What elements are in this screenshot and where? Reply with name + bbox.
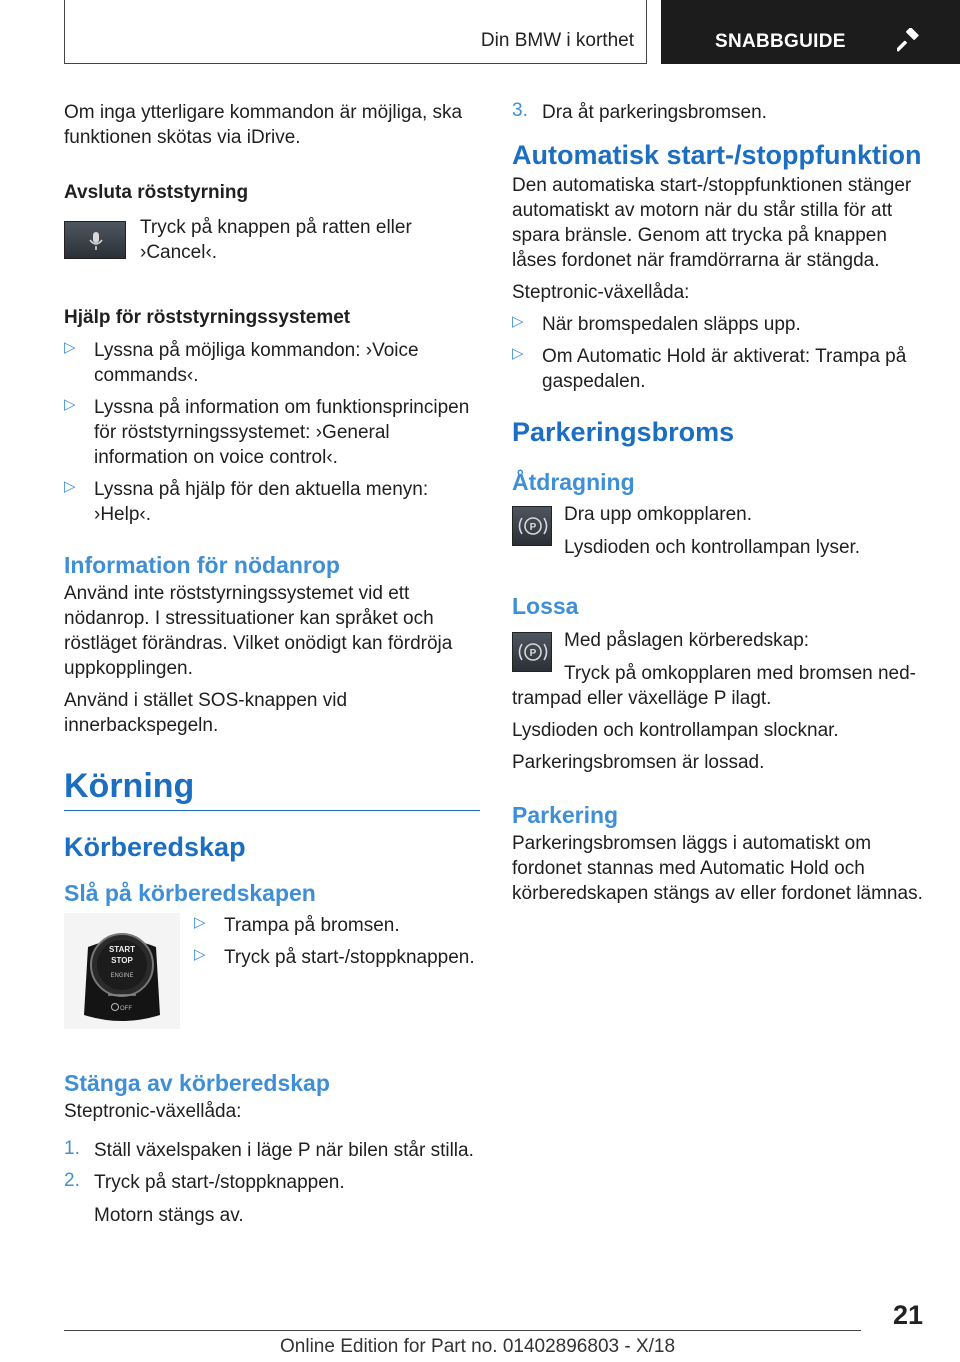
- parking-brake-heading: Parkeringsbroms: [512, 417, 735, 447]
- svg-text:P: P: [529, 522, 537, 533]
- ready-on-heading: Slå på körberedskapen: [64, 880, 316, 906]
- parking-heading: Parkering: [512, 802, 619, 828]
- ready-on-item: [194, 945, 514, 970]
- stop-label: STOP: [111, 956, 133, 965]
- end-voice-heading: Avsluta röststyrning: [64, 182, 249, 203]
- step-text: Tryck på start-/stoppknappen.: [94, 1172, 345, 1193]
- footer-edition: Online Edition for Part no. 01402896803 - X/18: [280, 1336, 676, 1357]
- ready-off-heading: Stänga av körberedskap: [64, 1070, 330, 1096]
- release-line: Parkeringsbromsen är lossad.: [512, 752, 765, 773]
- ready-heading: Körberedskap: [64, 832, 246, 862]
- apply-block: [512, 502, 924, 566]
- help-item-text: Lyssna på möjliga kommandon: ›Voice commands‹.: [94, 340, 419, 386]
- step-number: 1.: [64, 1138, 80, 1159]
- driving-heading: Körning: [64, 766, 480, 811]
- release-line-end: trampad eller växelläge P ilagt.: [512, 688, 772, 709]
- help-item-text: Lyssna på information om funktionsprincipen för röststyrningssystemet: ›General information on voice control‹.: [94, 397, 470, 468]
- ready-off-step: [512, 100, 924, 125]
- header-guide-tab: [661, 0, 960, 64]
- parking-brake-switch-image: [512, 506, 552, 546]
- auto-start-stop-heading: Automatisk start-/stoppfunktion: [512, 140, 922, 170]
- start-stop-button-image: [64, 913, 180, 1029]
- guide-label: SNABBGUIDE: [715, 31, 846, 52]
- start-stop-button-icon: [64, 913, 180, 1029]
- step-text: Ställ växelspaken i läge P när bilen står stilla.: [94, 1140, 474, 1161]
- voice-button-image: [64, 221, 126, 259]
- right-column: [512, 100, 924, 906]
- footer-rule: [64, 1330, 861, 1331]
- triangle-bullet-icon: ▷: [512, 345, 524, 362]
- triangle-bullet-icon: ▷: [64, 396, 76, 413]
- ready-off-step: [64, 1170, 480, 1195]
- left-column: [64, 100, 480, 1228]
- page-number: 21: [893, 1300, 924, 1330]
- start-label: START: [108, 945, 136, 954]
- ready-on-item: [194, 913, 514, 938]
- triangle-bullet-icon: ▷: [512, 313, 524, 330]
- triangle-bullet-icon: ▷: [64, 339, 76, 356]
- ready-off-step: [64, 1138, 480, 1163]
- steptronic-label: Steptronic-växellåda:: [64, 1101, 242, 1122]
- step-number: 2.: [64, 1170, 80, 1191]
- header-section-box: [64, 0, 647, 64]
- parking-brake-switch-image: [512, 632, 552, 672]
- release-block: [512, 628, 924, 686]
- triangle-bullet-icon: ▷: [194, 946, 206, 963]
- help-item-text: Lyssna på hjälp för den aktuella menyn: ›Help‹.: [94, 479, 429, 525]
- emergency-heading: Information för nödanrop: [64, 552, 340, 578]
- help-heading: Hjälp för röststyrningssystemet: [64, 307, 351, 328]
- help-item: [64, 477, 480, 527]
- engine-off-note: Motorn stängs av.: [94, 1205, 244, 1226]
- end-voice-text: Tryck på knappen på ratten eller ›Cancel‹.: [140, 217, 412, 263]
- auto-item-text: När bromspedalen släpps upp.: [542, 314, 801, 335]
- auto-item: [512, 312, 924, 337]
- auto-start-stop-paragraph: Den automatiska start-/stoppfunktionen stänger automatiskt av motorn när du står stilla för att spara bränsle. Genom att trycka på knappen låses fordonet när framdörrarna är stängda.: [512, 175, 912, 271]
- steptronic-label: Steptronic-växellåda:: [512, 282, 690, 303]
- step-text: Dra åt parkeringsbromsen.: [542, 102, 767, 123]
- svg-text:P: P: [529, 648, 537, 659]
- emergency-paragraph: Använd inte röststyrningssystemet vid ett nödanrop. I stressituationer kan språket och röstläget förändras. Vilket onödigt kan fördröja uppkopplingen.: [64, 583, 453, 679]
- triangle-bullet-icon: ▷: [194, 914, 206, 931]
- auto-item-text: Om Automatic Hold är aktiverat: Trampa på gaspedalen.: [542, 346, 907, 392]
- ready-on-block: [64, 913, 480, 1049]
- help-item: [64, 338, 480, 388]
- off-label: OFF: [120, 1006, 132, 1012]
- release-heading: Lossa: [512, 593, 579, 619]
- release-line: Med påslagen körberedskap:: [564, 630, 810, 651]
- intro-text: Om inga ytterligare kommandon är möjliga, ska funktionen skötas via iDrive.: [64, 102, 463, 148]
- parking-brake-icon: [513, 507, 553, 547]
- ready-on-item-text: Trampa på bromsen.: [224, 915, 400, 936]
- hammer-icon: [897, 28, 923, 54]
- apply-heading: Åtdragning: [512, 469, 635, 495]
- auto-item: [512, 344, 924, 394]
- header-section-title: Din BMW i korthet: [480, 30, 634, 51]
- engine-label: ENGINE: [110, 973, 134, 979]
- end-voice-block: [64, 215, 480, 277]
- ready-on-item-text: Tryck på start-/stoppknappen.: [224, 947, 475, 968]
- microphone-icon: [65, 222, 127, 260]
- triangle-bullet-icon: ▷: [64, 478, 76, 495]
- parking-brake-icon: [513, 633, 553, 673]
- step-number: 3.: [512, 100, 528, 121]
- release-line: Lysdioden och kontrollampan slocknar.: [512, 720, 839, 741]
- emergency-paragraph: Använd i stället SOS-knappen vid innerbackspegeln.: [64, 690, 348, 736]
- release-line-start: Tryck på omkopplaren med bromsen ned-: [564, 663, 917, 684]
- help-item: [64, 395, 480, 470]
- apply-line: Lysdioden och kontrollampan lyser.: [564, 537, 861, 558]
- apply-line: Dra upp omkopplaren.: [564, 504, 752, 525]
- parking-paragraph: Parkeringsbromsen läggs i automatiskt om fordonet stannas med Automatic Hold och körberedskapen stängs av eller fordonet lämnas.: [512, 833, 923, 904]
